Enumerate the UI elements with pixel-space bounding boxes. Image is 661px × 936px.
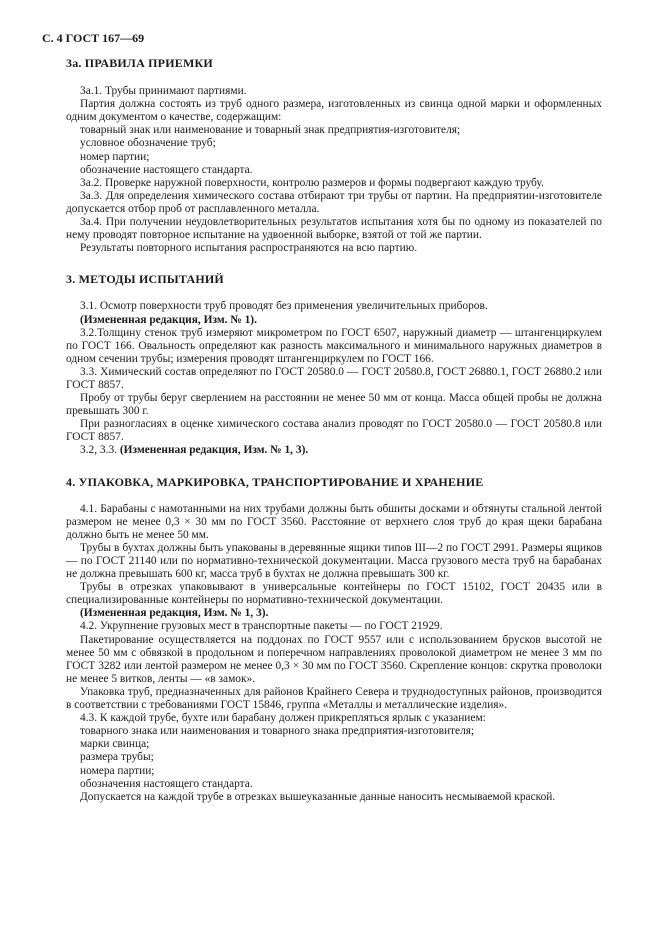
paragraph: Результаты повторного испытания распространяются на всю партию. <box>80 242 418 255</box>
list-item: обозначения настоящего стандарта. <box>80 777 253 790</box>
paragraph: Пакетирование осуществляется на поддонах по ГОСТ 9557 или с использованием брусков высотой не менее 50 мм с обвязкой в продольном и поперечном направлениях проволокой диаметром не менее 3 мм по ГОСТ 3282 или лентой размером не менее 0,3 × 30 мм по ГОСТ 3560. Скрепление концов: скрутка проволоки не менее 5 витков, ленты — «в замок». <box>66 633 602 685</box>
list-item: номер партии; <box>80 150 150 163</box>
paragraph: Упаковка труб, предназначенных для районов Крайнего Севера и труднодоступных районов, производится в соответствии с требованиями ГОСТ 15846, группа «Металлы и металлические изделия». <box>66 685 602 712</box>
list-item: товарный знак или наименование и товарный знак предприятия-изготовителя; <box>80 124 461 137</box>
section-3a-title: 3а. ПРАВИЛА ПРИЕМКИ <box>66 56 213 70</box>
paragraph: 3а.3. Для определения химического состава отбирают три трубы от партии. На предприятии-изготовителе допускается отбор проб от расплавленного металла. <box>66 189 602 215</box>
clause-numbers: 3.2, 3.3. <box>80 444 120 457</box>
paragraph: Допускается на каждой трубе в отрезках вышеуказанные данные наносить несмываемой краской. <box>80 790 556 803</box>
paragraph: 3.1. Осмотр поверхности труб проводят без применения увеличительных приборов. <box>80 300 488 313</box>
section-3-title: 3. МЕТОДЫ ИСПЫТАНИЙ <box>66 272 224 287</box>
paragraph: 3.3. Химический состав определяют по ГОСТ 20580.0 — ГОСТ 20580.8, ГОСТ 26880.1, ГОСТ 26880.2 или ГОСТ 8857. <box>66 365 602 391</box>
paragraph: 3а.4. При получении неудовлетворительных результатов испытания хотя бы по одному из показателей по нему проводят повторное испытание на удвоенной выборке, взятой от той же партии. <box>66 216 602 242</box>
list-item: марки свинца; <box>80 738 150 751</box>
list-item: размера трубы; <box>80 751 154 764</box>
document-body <box>66 57 602 804</box>
list-item: номера партии; <box>80 764 155 777</box>
paragraph: Трубы в отрезках упаковывают в универсальные контейнеры по ГОСТ 15102, ГОСТ 20435 или в специализированные контейнеры по нормативно-технической документации. <box>66 581 602 607</box>
list-item: условное обозначение труб; <box>80 137 216 150</box>
paragraph: Партия должна состоять из труб одного размера, изготовленных из свинца одной марки и оформленных одним документом о качестве, содержащим: <box>66 98 602 124</box>
paragraph: 3а.1. Трубы принимают партиями. <box>80 85 247 98</box>
paragraph <box>66 444 602 457</box>
paragraph: 3а.2. Проверке наружной поверхности, контролю размеров и формы подвергают каждую трубу. <box>80 176 544 189</box>
list-item: обозначение настоящего стандарта. <box>80 163 253 176</box>
amendment-note: (Измененная редакция, Изм. № 1). <box>80 313 257 326</box>
paragraph: 4.3. К каждой трубе, бухте или барабану должен прикрепляться ярлык с указанием: <box>80 712 486 725</box>
paragraph: Пробу от трубы беруг сверлением на расстоянии не менее 50 мм от конца. Масса общей пробы не должна превышать 300 г. <box>66 392 602 418</box>
section-4-title: 4. УПАКОВКА, МАРКИРОВКА, ТРАНСПОРТИРОВАНИЕ И ХРАНЕНИЕ <box>66 474 484 489</box>
paragraph: 4.2. Укрупнение грузовых мест в транспортные пакеты — по ГОСТ 21929. <box>80 620 443 633</box>
paragraph: При разногласиях в оценке химического состава анализ проводят по ГОСТ 20580.0 — ГОСТ 20580.8 или ГОСТ 8857. <box>66 418 602 444</box>
list-item: товарного знака или наименования и товарного знака предприятия-изготовителя; <box>80 725 475 738</box>
paragraph: 3.2.Толщину стенок труб измеряют микрометром по ГОСТ 6507, наружный диаметр — штангенциркулем по ГОСТ 166. Овальность определяют как разность максимального и минимального наружных диаметров в одном сечении трубы; измерения проводят штангенциркулем по ГОСТ 166. <box>66 326 602 365</box>
paragraph: Трубы в бухтах должны быть упакованы в деревянные ящики типов III—2 по ГОСТ 2991. Размеры ящиков — по ГОСТ 21140 или по нормативно-технической документации. Масса грузового места труб на барабанах не должна превышать 600 кг, масса труб в бухтах не должна превышать 300 кг. <box>66 541 602 581</box>
page-header: С. 4 ГОСТ 167—69 <box>42 31 145 45</box>
paragraph: 4.1. Барабаны с намотанными на них трубами должны быть обшиты досками и обтянуты стальной лентой размером не менее 0,3 × 30 мм по ГОСТ 3560. Расстояние от верхнего слоя труб до края щеки барабана должно быть не менее 50 мм. <box>66 502 602 541</box>
amendment-note: (Измененная редакция, Изм. № 1, 3). <box>80 607 269 620</box>
amendment-note: (Измененная редакция, Изм. № 1, 3). <box>119 444 309 457</box>
